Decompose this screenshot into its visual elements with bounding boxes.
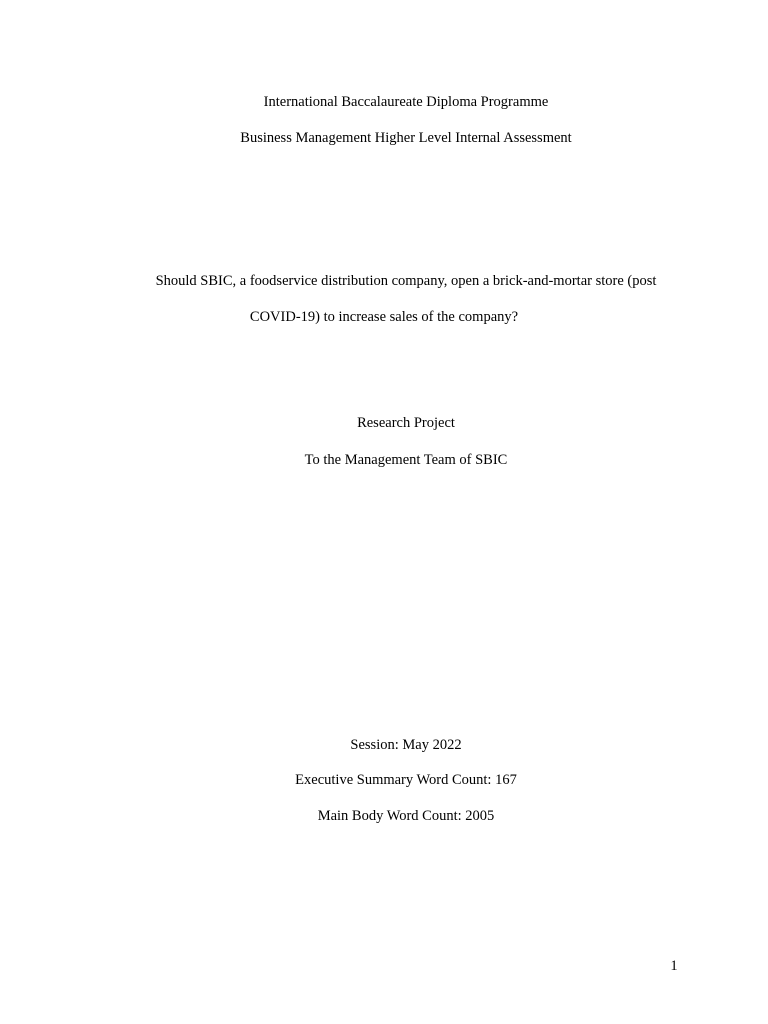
main-body-word-count: Main Body Word Count: 2005 xyxy=(317,808,495,824)
programme-title: International Baccalaureate Diploma Programme xyxy=(263,94,549,110)
page-number: 1 xyxy=(670,958,678,974)
project-type: Research Project xyxy=(357,415,455,431)
executive-summary-word-count: Executive Summary Word Count: 167 xyxy=(295,772,517,788)
session-label: Session: May 2022 xyxy=(350,737,462,753)
research-question-line-1: Should SBIC, a foodservice distribution company, open a brick-and-mortar store (post xyxy=(155,273,657,289)
research-question-line-2: COVID-19) to increase sales of the company? xyxy=(249,309,519,325)
project-audience: To the Management Team of SBIC xyxy=(304,452,508,468)
assessment-title: Business Management Higher Level Internal Assessment xyxy=(240,130,572,146)
